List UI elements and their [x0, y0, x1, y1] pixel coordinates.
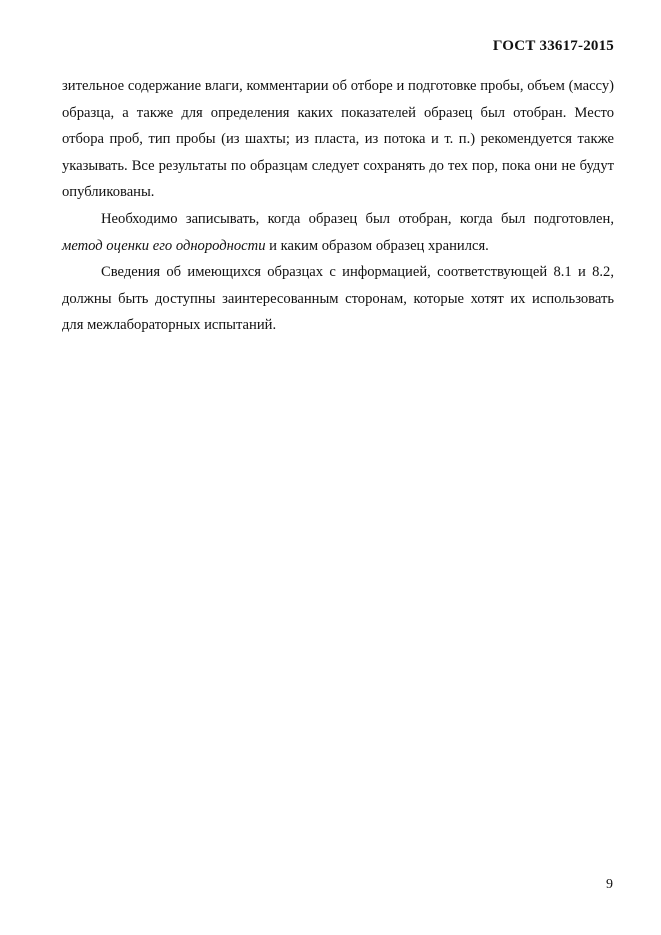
paragraph-availability: Сведения об имеющихся образцах с информацией, соответствующей 8.1 и 8.2, должны быть доступны заинтересованным сторонам, которые хотят их использовать для межлабораторных испытаний. [62, 264, 614, 334]
paragraph-text: Необходимо записывать, когда образец был отобран, когда был подготовлен, [101, 210, 614, 227]
document-body [62, 73, 614, 339]
document-header [493, 38, 614, 55]
italic-term: метод оценки его однородности [62, 237, 266, 254]
page-number: 9 [606, 877, 613, 892]
paragraph-recording [62, 206, 614, 259]
standard-code: ГОСТ 33617-2015 [492, 38, 614, 54]
paragraph-continuation: зительное содержание влаги, комментарии об отборе и подготовке пробы, объем (массу) образца, а также для определения каких показателей образец был отобран. Место отбора проб, тип пробы (из шахты; из пласта, из потока и т. п.) рекомендуется также указывать. Все результаты по образцам следует сохранять до тех пор, пока они не будут опубликованы. [62, 78, 614, 201]
paragraph-text: и каким образом образец хранился. [265, 237, 489, 254]
